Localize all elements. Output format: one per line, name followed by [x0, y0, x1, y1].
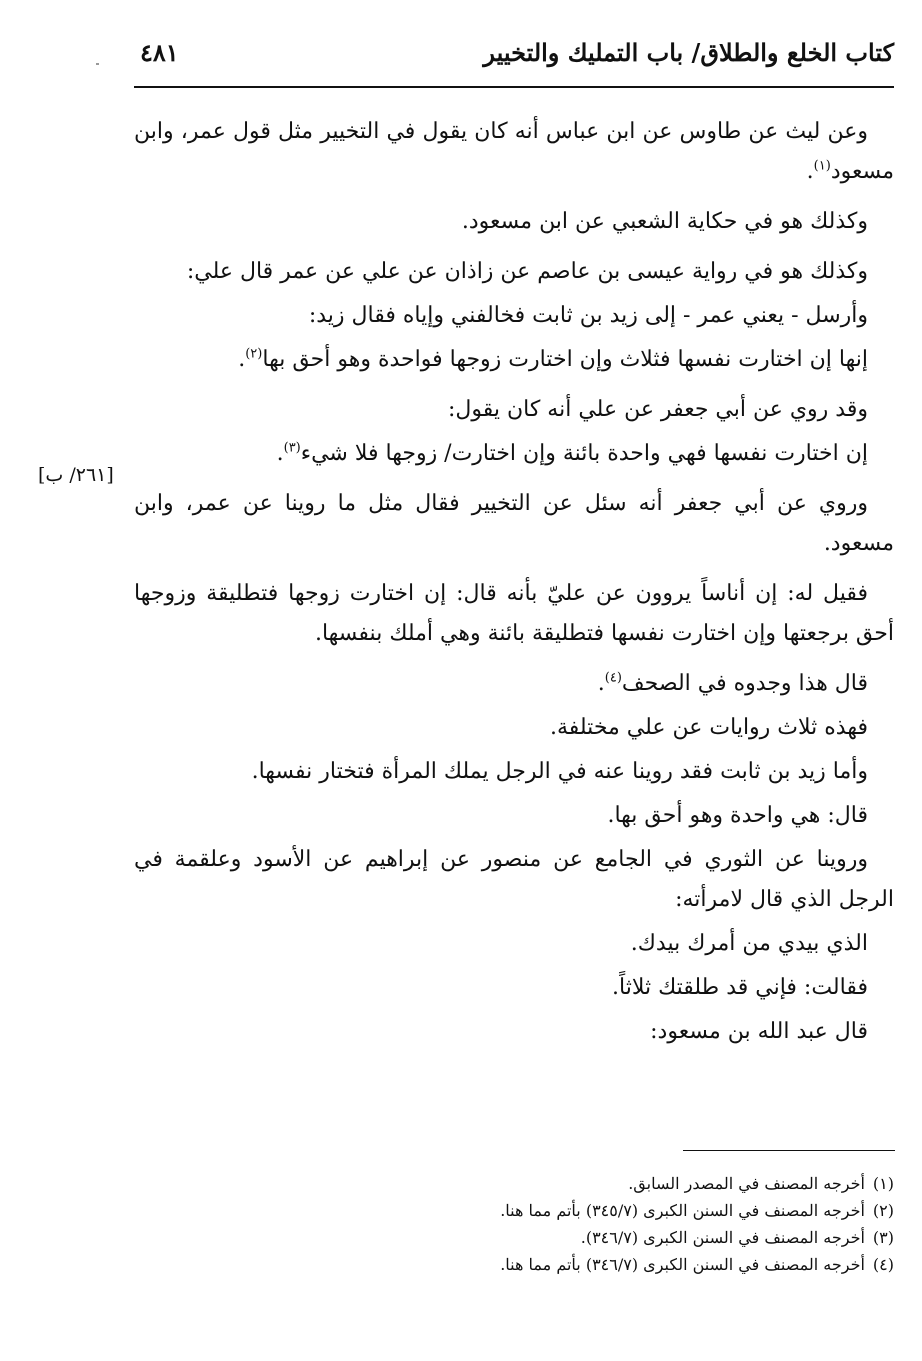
paragraph: وأما زيد بن ثابت فقد روينا عنه في الرجل يملك المرأة فتختار نفسها. — [251, 759, 868, 784]
scan-speck — [96, 63, 99, 65]
footnote — [134, 1170, 894, 1197]
footnote-number: (٤) — [872, 1255, 894, 1274]
footnote-text: أخرجه المصنف في السنن الكبرى (٣٤٥/٧) بأتم مما هنا. — [500, 1201, 865, 1220]
footnote-ref: (١) — [813, 158, 831, 174]
footnote-number: (٣) — [872, 1228, 894, 1247]
paragraph: الذي بيدي من أمرك بيدك. — [630, 931, 868, 956]
footnote-ref: (٣) — [283, 440, 301, 456]
paragraph: فهذه ثلاث روايات عن علي مختلفة. — [549, 715, 868, 740]
paragraph: إن اختارت نفسها فهي واحدة بائنة وإن اختارت/ زوجها فلا شيء$^{(٣)}$. — [276, 440, 868, 466]
footnote-text: أخرجه المصنف في السنن الكبرى (٣٤٦/٧). — [580, 1228, 865, 1247]
paragraph: وروي عن أبي جعفر أنه سئل عن التخيير فقال مثل ما روينا عن عمر، وابن مسعود. — [134, 491, 894, 556]
footnotes — [134, 1170, 894, 1278]
footnote-number: (١) — [872, 1174, 894, 1193]
main-text — [134, 112, 894, 1056]
footnote-text: أخرجه المصنف في المصدر السابق. — [628, 1174, 865, 1193]
paragraph: فقيل له: إن أناساً يروون عن عليّ بأنه قال: إن اختارت زوجها فتطليقة وزوجها أحق برجعتها وإن اختارت نفسها فتطليقة بائنة وهي أملك بنفسها. — [134, 581, 894, 646]
footnote-ref: (٢) — [245, 346, 263, 362]
running-title: كتاب الخلع والطلاق/ باب التمليك والتخيير — [483, 38, 894, 67]
manuscript-folio-marker: [٢٦١/ ب] — [38, 464, 114, 486]
footnote-separator — [683, 1150, 895, 1151]
footnote — [134, 1197, 894, 1224]
paragraph: وروينا عن الثوري في الجامع عن منصور عن إبراهيم عن الأسود وعلقمة في الرجل الذي قال لامرأته: — [134, 847, 894, 912]
running-header — [134, 28, 894, 88]
paragraph: إنها إن اختارت نفسها فثلاث وإن اختارت زوجها فواحدة وهو أحق بها$^{(٢)}$. — [238, 346, 868, 372]
footnote — [134, 1224, 894, 1251]
paragraph: قال: هي واحدة وهو أحق بها. — [607, 803, 868, 828]
paragraph: قال عبد الله بن مسعود: — [650, 1019, 868, 1044]
paragraph: وأرسل - يعني عمر - إلى زيد بن ثابت فخالفني وإياه فقال زيد: — [308, 303, 868, 328]
footnote — [134, 1251, 894, 1278]
footnote-text: أخرجه المصنف في السنن الكبرى (٣٤٦/٧) بأتم مما هنا. — [500, 1255, 865, 1274]
paragraph: وكذلك هو في رواية عيسى بن عاصم عن زاذان عن علي عن عمر قال علي: — [186, 259, 868, 284]
page-number: ٤٨١ — [140, 38, 179, 67]
paragraph: وعن ليث عن طاوس عن ابن عباس أنه كان يقول في التخيير مثل قول عمر، وابن مسعود$^{(١)}$. — [134, 119, 894, 184]
footnote-ref: (٤) — [604, 670, 622, 686]
paragraph: قال هذا وجدوه في الصحف$^{(٤)}$. — [597, 670, 868, 696]
footnote-number: (٢) — [872, 1201, 894, 1220]
paragraph: وكذلك هو في حكاية الشعبي عن ابن مسعود. — [461, 209, 868, 234]
paragraph: وقد روي عن أبي جعفر عن علي أنه كان يقول: — [447, 397, 868, 422]
paragraph: فقالت: فإني قد طلقتك ثلاثاً. — [612, 975, 868, 1000]
